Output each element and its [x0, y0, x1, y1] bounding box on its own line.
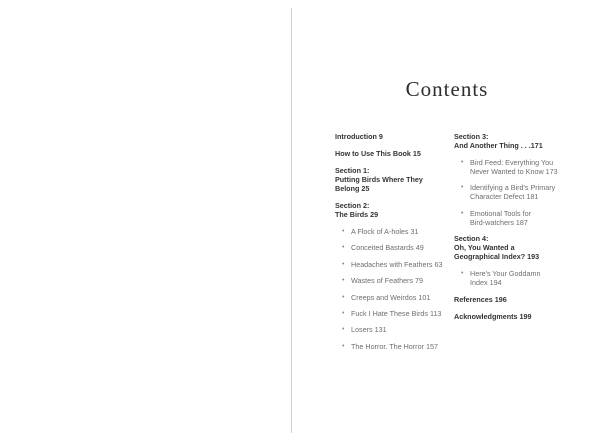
toc-entry-line: Section 4: — [454, 234, 489, 244]
toc-entry — [335, 201, 453, 219]
toc-entry-line: Introduction 9 — [335, 132, 383, 141]
bullet-icon: • — [342, 277, 345, 285]
toc-subentry-line: Character Defect 181 — [470, 192, 539, 202]
toc-subentry-line: Never Wanted to Know 173 — [470, 167, 558, 176]
toc-subentry — [454, 209, 572, 227]
toc-subentry — [335, 243, 453, 252]
toc-subentry — [335, 325, 453, 334]
toc-entry — [335, 166, 453, 193]
toc-group — [335, 201, 453, 351]
bullet-icon: • — [461, 270, 464, 278]
bullet-icon: • — [342, 293, 345, 301]
toc-subentry-line: Creeps and Weirdos 101 — [351, 292, 431, 302]
toc-subentry-line: Conceited Bastards 49 — [351, 243, 424, 253]
toc-entry — [335, 132, 453, 141]
toc-subentry-line: A Flock of A-holes 31 — [351, 227, 419, 236]
toc-subentry-line: Here's Your Goddamn — [470, 269, 541, 279]
bullet-icon: • — [342, 228, 345, 235]
toc-subentry — [335, 309, 453, 318]
toc-subentry-line: Losers 131 — [351, 325, 387, 335]
toc-group — [335, 132, 453, 141]
toc-subentry — [335, 293, 453, 302]
toc-group — [335, 149, 453, 158]
toc-subentry-line: Identifying a Bird's Primary — [470, 183, 556, 193]
toc-subentry — [454, 158, 572, 176]
toc-subentry — [454, 183, 572, 201]
toc-entry-line: Belong 25 — [335, 184, 370, 193]
toc-entry — [454, 312, 572, 321]
toc-subentry-line: Headaches with Feathers 63 — [351, 259, 443, 269]
toc-group — [454, 295, 572, 304]
bullet-icon: • — [342, 326, 345, 334]
toc-subentry-line: The Horror. The Horror 157 — [351, 341, 438, 351]
toc-entry — [454, 295, 572, 304]
bullet-icon: • — [461, 209, 464, 217]
toc-entry-line: Putting Birds Where They — [335, 175, 423, 184]
bullet-icon: • — [461, 184, 464, 192]
bullet-icon: • — [342, 342, 345, 350]
toc-subentry — [335, 342, 453, 351]
toc-left-column — [335, 132, 453, 358]
toc-entry-line: Acknowledgments 199 — [454, 311, 532, 321]
toc-entry-line: How to Use This Book 15 — [335, 149, 421, 158]
toc-entry-line: Oh, You Wanted a — [454, 243, 515, 253]
toc-subentry-line: Index 194 — [470, 278, 502, 288]
toc-subentry-line: Emotional Tools for — [470, 208, 531, 218]
toc-entry-line: References 196 — [454, 294, 507, 304]
toc-entry — [454, 132, 572, 150]
toc-subentry — [454, 269, 572, 287]
toc-entry-line: Geographical Index? 193 — [454, 252, 540, 262]
bullet-icon: • — [342, 244, 345, 252]
toc-subentry — [335, 260, 453, 269]
toc-group — [454, 132, 572, 227]
page-gutter — [291, 8, 292, 433]
toc-entry — [454, 234, 572, 261]
toc-subentry — [335, 276, 453, 285]
toc-group — [454, 312, 572, 321]
toc-entry-line: Section 1: — [335, 166, 370, 175]
toc-subentry-line: Wastes of Feathers 79 — [351, 276, 424, 286]
toc-entry-line: Section 3: — [454, 132, 489, 141]
bullet-icon: • — [461, 159, 464, 166]
toc-subentry-line: Fuck I Hate These Birds 113 — [351, 308, 442, 318]
toc-right-column — [454, 132, 572, 329]
toc-entry-line: The Birds 29 — [335, 210, 379, 219]
toc-entry-line: Section 2: — [335, 201, 370, 210]
toc-subentry-line: Bird-watchers 187 — [470, 217, 528, 227]
toc-entry — [335, 149, 453, 158]
contents-title: Contents — [405, 77, 489, 101]
toc-subentry — [335, 227, 453, 236]
toc-group — [335, 166, 453, 193]
toc-group — [454, 234, 572, 287]
bullet-icon: • — [342, 309, 345, 317]
bullet-icon: • — [342, 260, 345, 268]
toc-entry-line: And Another Thing . . .171 — [454, 141, 543, 150]
toc-subentry-line: Bird Feed: Everything You — [470, 158, 554, 167]
